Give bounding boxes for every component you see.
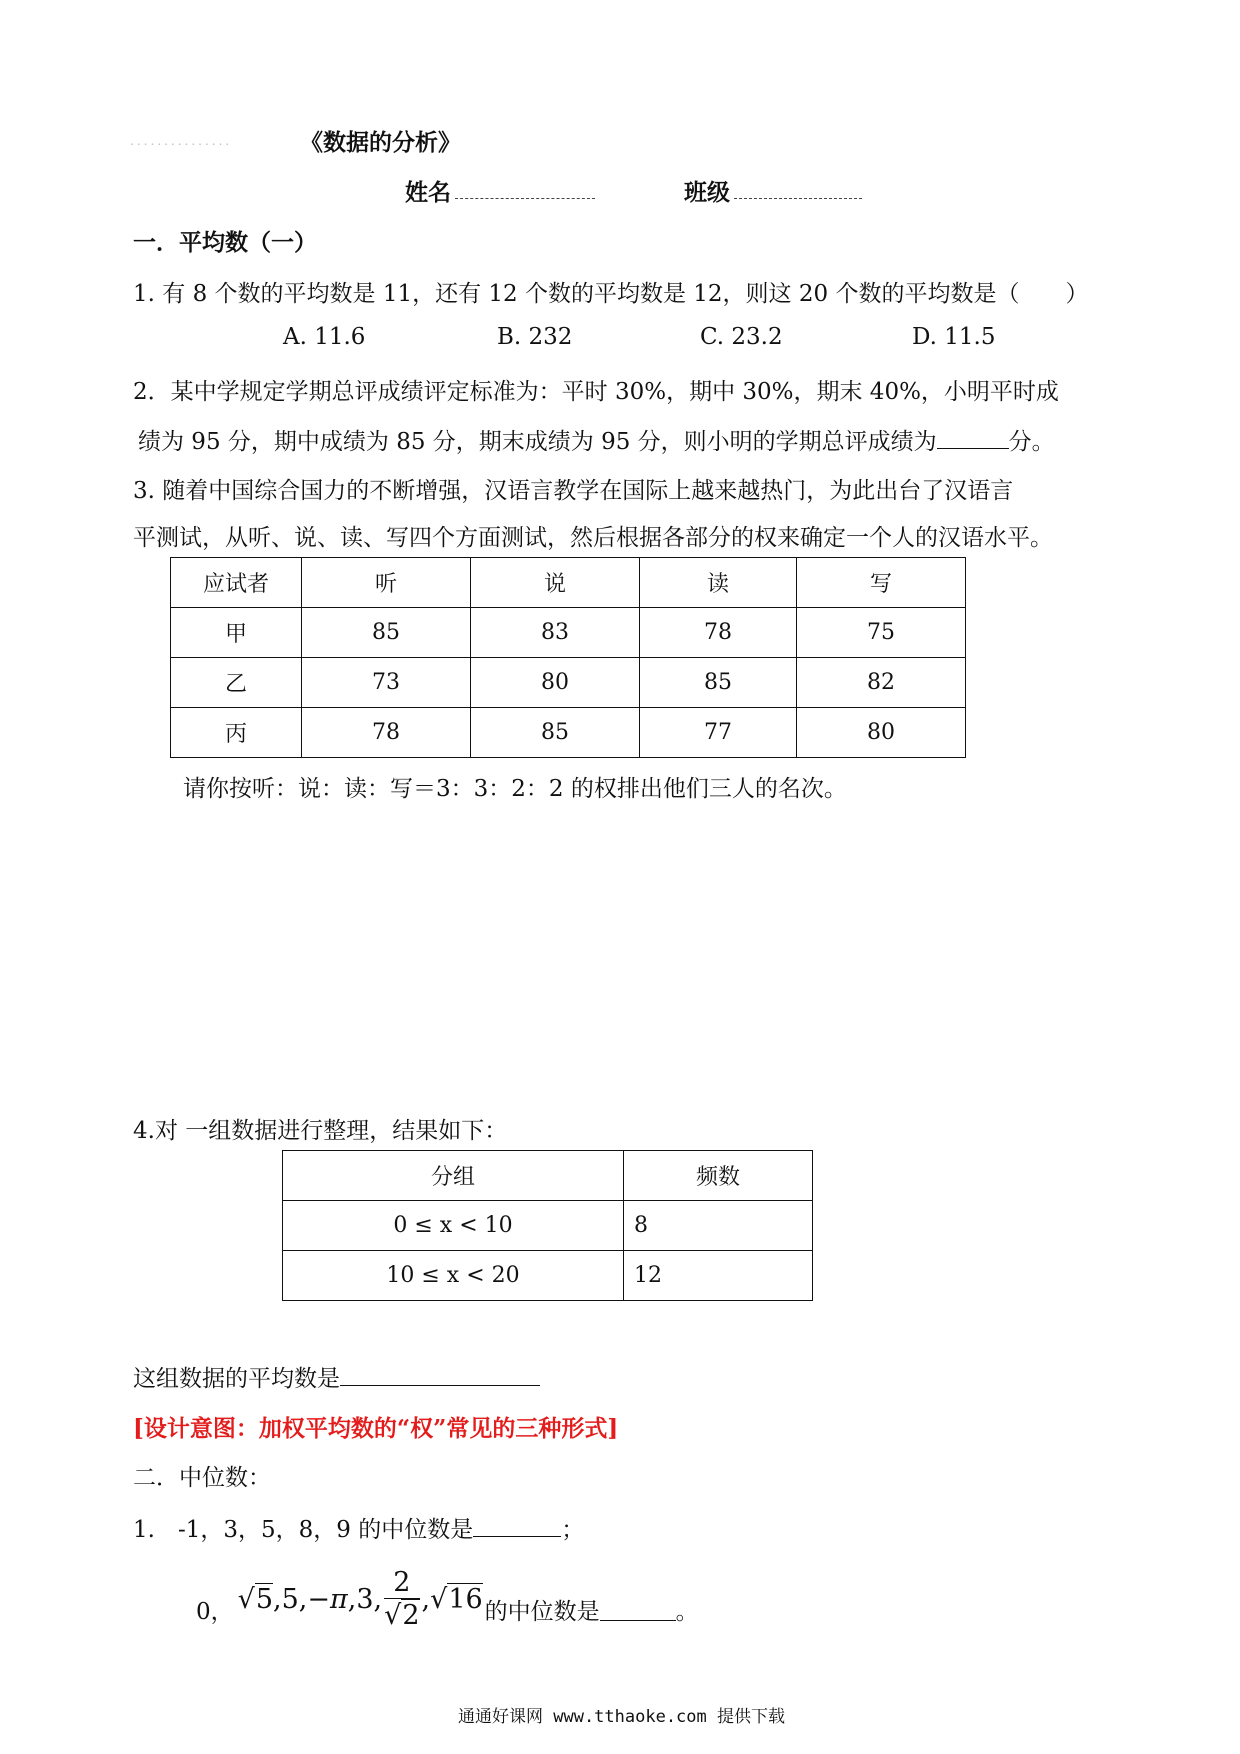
question-3-line2: 平测试，从听、说、读、写四个方面测试，然后根据各部分的权来确定一个人的汉语水平。 xyxy=(133,525,1053,551)
footer-source: 通通好课网 www.tthaoke.com 提供下载 xyxy=(458,1707,785,1727)
name-label: 姓名 xyxy=(405,179,451,206)
table-header-cell: 应试者 xyxy=(171,558,302,608)
median-question-1-text: 1. -1，3，5，8，9 的中位数是 xyxy=(133,1517,474,1543)
table-cell: 80 xyxy=(797,708,966,758)
table-cell: 75 xyxy=(797,608,966,658)
table-cell: 10 ≤ x < 20 xyxy=(283,1251,624,1301)
question-4-question xyxy=(133,1360,540,1393)
table-row xyxy=(171,708,966,758)
median-question-2-end: 。 xyxy=(675,1598,699,1625)
option-d[interactable]: D. 11.5 xyxy=(912,324,996,350)
answer-blank-q2[interactable] xyxy=(937,426,1009,449)
design-note: [设计意图：加权平均数的“权”常见的三种形式] xyxy=(133,1415,619,1442)
table-cell: 78 xyxy=(302,708,471,758)
fraction-2-over-root2: $\frac{2}{√2}$ xyxy=(384,1566,420,1631)
table-cell: 83 xyxy=(471,608,640,658)
table-header-cell: 频数 xyxy=(624,1151,813,1201)
table-row xyxy=(171,608,966,658)
class-label: 班级 xyxy=(684,179,730,206)
question-1-text: 1. 有 8 个数的平均数是 11，还有 12 个数的平均数是 12，则这 20 个数的平均数是（ ） xyxy=(133,281,1089,307)
table-cell: 12 xyxy=(624,1251,813,1301)
answer-blank-q4[interactable] xyxy=(340,1363,540,1386)
section-heading-median: 二．中位数： xyxy=(133,1465,271,1491)
table-header-row xyxy=(283,1151,813,1201)
median-question-2-suffix: 的中位数是 xyxy=(484,1598,600,1625)
answer-blank-median-1[interactable] xyxy=(473,1514,561,1537)
question-2-line2 xyxy=(138,423,1055,456)
table-header-cell: 说 xyxy=(471,558,640,608)
question-2-line1: 2．某中学规定学期总评成绩评定标准为：平时 30%，期中 30%，期末 40%，小明平时成 xyxy=(133,379,1059,405)
leading-dots: ............... xyxy=(130,134,233,148)
question-4-intro: 4.对 一组数据进行整理，结果如下： xyxy=(133,1118,508,1144)
answer-blank-median-2[interactable] xyxy=(600,1598,676,1621)
question-3-line1: 3. 随着中国综合国力的不断增强，汉语言教学在国际上越来越热门，为此出台了汉语言 xyxy=(133,478,1014,504)
question-2-line2-text: 绩为 95 分，期中成绩为 85 分，期末成绩为 95 分，则小明的学期总评成绩为 xyxy=(138,429,937,455)
table-header-cell: 写 xyxy=(797,558,966,608)
table-header-cell: 读 xyxy=(640,558,797,608)
name-field[interactable] xyxy=(455,176,595,199)
table-cell: 80 xyxy=(471,658,640,708)
table-cell: 78 xyxy=(640,608,797,658)
table-cell: 85 xyxy=(302,608,471,658)
option-a[interactable]: A. 11.6 xyxy=(283,324,366,350)
question-2-unit: 分。 xyxy=(1008,429,1055,455)
table-cell: 甲 xyxy=(171,608,302,658)
table-cell: 8 xyxy=(624,1201,813,1251)
median-question-1-end: ； xyxy=(561,1517,585,1543)
table-cell: 73 xyxy=(302,658,471,708)
frequency-table xyxy=(282,1150,813,1301)
option-b[interactable]: B. 232 xyxy=(497,324,573,350)
table-cell: 85 xyxy=(640,658,797,708)
table-cell: 丙 xyxy=(171,708,302,758)
table-header-cell: 听 xyxy=(302,558,471,608)
table-cell: 85 xyxy=(471,708,640,758)
table-row xyxy=(171,658,966,708)
table-row xyxy=(283,1201,813,1251)
median-number-list: √5,5,−π,3, $\frac{2}{√2}$ ,√16 xyxy=(237,1566,483,1631)
document-title: 《数据的分析》 xyxy=(300,129,461,156)
table-header-row xyxy=(171,558,966,608)
section-heading-mean: 一．平均数（一） xyxy=(133,229,317,256)
class-field[interactable] xyxy=(734,176,862,199)
score-table xyxy=(170,557,966,758)
question-4-text: 这组数据的平均数是 xyxy=(133,1366,340,1392)
table-cell: 乙 xyxy=(171,658,302,708)
table-row xyxy=(283,1251,813,1301)
option-c[interactable]: C. 23.2 xyxy=(700,324,783,350)
table-cell: 77 xyxy=(640,708,797,758)
median-question-2-prefix: 0， xyxy=(196,1598,234,1625)
median-question-1 xyxy=(133,1511,584,1544)
question-3-instruction: 请你按听：说：读：写＝3：3：2：2 的权排出他们三人的名次。 xyxy=(183,776,847,802)
table-cell: 0 ≤ x < 10 xyxy=(283,1201,624,1251)
table-header-cell: 分组 xyxy=(283,1151,624,1201)
table-cell: 82 xyxy=(797,658,966,708)
median-question-2 xyxy=(196,1560,699,1640)
